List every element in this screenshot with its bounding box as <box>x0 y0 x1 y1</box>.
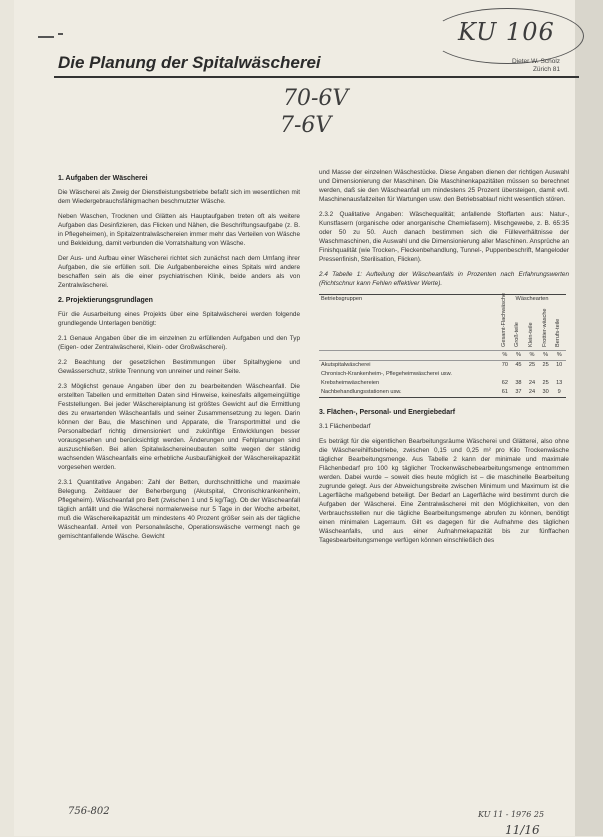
table-cell: 62 <box>501 380 508 386</box>
section-heading: 3. Flächen-, Personal- und Energiebedarf <box>319 409 456 416</box>
paragraph: Der Aus- und Aufbau einer Wäscherei richtet sich zunächst nach dem Umfang ihrer Aufgaben, die sie erfüllen soll. Die Aufgabenbereiche eines Spitals wird andere beschaffen sein als die einer psychiatrischen Klinik, beide anders als von Zentralwäscherei. <box>58 255 300 289</box>
table-col-header: Groß-teile <box>514 322 521 347</box>
table-cell: 70 <box>501 362 508 368</box>
table-col-header: Gesamt-Flachwäsche <box>500 292 507 347</box>
table-cell: 24 <box>525 388 539 398</box>
pen-mark <box>38 36 54 38</box>
table-cell: 9 <box>552 388 566 398</box>
table-cell: 13 <box>556 380 563 386</box>
paragraph: 2.3.1 Quantitative Angaben: Zahl der Betten, durchschnittliche und maximale Belegung. Zeitdauer der Beherbergung (Akutspital, Chronischkrankenheim, Pflegeheim). Wäscheanfall pro Bett (zwischen 1 und 5 kg/Tag). Ob der Wäscheanfall täglich anfällt und die Wäscherei normalerweise nur 5 Tage in der Woche arbeitet, muß die Wäschereikapazität um mindestens 40 Prozent größer sein als der tägliche Wäscheanfall. Anteil von Personalwäsche, Operationswäsche vermengt nach ge gemischtanfallende Wäsche. Gewicht <box>58 479 300 540</box>
table-unit: % <box>525 351 539 361</box>
table-cell: 38 <box>515 380 522 386</box>
handwritten-page-number: 11/16 <box>505 823 540 837</box>
paragraph: 2.2 Beachtung der gesetzlichen Bestimmungen über Spitalhygiene und Gewässerschutz, strikte Trennung von unreiner und reiner Seite. <box>58 359 300 375</box>
paragraph: 2.3 Möglichst genaue Angaben über den zu bearbeitenden Wäscheanfall. Die erstellten Tabellen und ermittelten Daten sind Hinweise, keinesfalls allgemeingültige Feststellungen. Bei jeder Wäschereiplanung ist größtes Gewicht auf die Ermittlung des zu erwartenden Wäscheanfalls und seiner Zusammensetzung zu legen. Darin können der Bau, die Maschinen und Apparate, die Transportmittel und die Personalbedarf richtig dimensioniert und zukünftige Entwicklungen besser vorausgesehen und berücksichtigt werden. Änderungen und Fehlplanungen sind auszuschließen. Bei allen Spitalwäschereineubauten sollte wegen der ständig wachsenden Wäscheanfalls eine erhebliche Ausbaufähigkeit der Wäschereikapazität vorgesehen werden. <box>58 383 300 471</box>
table-row <box>319 388 566 398</box>
table-unit: % <box>539 351 553 361</box>
paragraph: 2.1 Genaue Angaben über die im einzelnen zu erfüllenden Aufgaben und den Typ (Eigen- oder Zentralwäscherei, Klein- oder Großwäscherei). <box>58 335 300 351</box>
paragraph: Neben Waschen, Trocknen und Glätten als Hauptaufgaben treten oft als weitere Aufgaben das Desinfizieren, das Flicken und Nähen, die Beschriftungsaufgabe (z. B. in Pflegeheimen), in Spitalzentralwäschereien immer mehr das Verteilen von Wäsche und Bekleidung, damit verbunden die Vorratshaltung von Wäsche. <box>58 213 300 247</box>
table-cell: 37 <box>512 388 526 398</box>
author-block <box>512 58 560 74</box>
paragraph: und Masse der einzelnen Wäschestücke. Diese Angaben dienen der richtigen Auswahl und Dimensionierung der Maschinen. Die Maschinenkapazitäten müssen so berechnet werden, daß sie den Wäscheanfall um mindestens 25 Prozent übersteigen, damit evtl. Maschinenausfallzeiten für Wartungen usw. den Betriebsablauf nicht wesentlich stören. <box>319 169 569 203</box>
table-cell: 61 <box>498 388 512 398</box>
table-unit: % <box>498 351 512 361</box>
table-header-group: Betriebsgruppen <box>319 295 498 305</box>
table-col-header: Klein-teile <box>528 322 534 347</box>
paragraph: Es beträgt für die eigentlichen Bearbeitungsräume Wäscherei und Glätterei, also ohne die Wäschereihilfsbetriebe, zwischen 0,15 und 0,25 m² pro Kilo Trockenwäsche täglicher Bearbeitungsmenge. Aus Tabelle 2 kann der minimale und maximale Flächenbedarf pro 100 kg täglicher Trockenwäschebearbeitungsmenge entnommen werden. Dabei wurde – soweit dies heute möglich ist – die maschinelle Bearbeitung zugrunde gelegt. Aus der Abweichungsbreite zwischen Minimum und Maximum ist die Lagerfläche maßgebend beteiligt. Der Bedarf an Lagerfläche wird bestimmt durch die Aufgaben der Wäscherei. Eine Zentralwäscherei mit den Möglichkeiten, von den Verbrauchsstellen nur die tägliche Bearbeitungsmenge abrufen zu können, benötigt einen minimalen Lagerraum. Gilt es dagegen für die Aufnahme des täglichen Wäscheanfalls, und aus einer Aufnahmekapazität bis zur fünffachen Tagesbearbeitungsmenge verfügen können einschließlich des <box>319 438 569 544</box>
page-edge-shadow <box>575 0 603 836</box>
author-city: Zürich 81 <box>532 66 561 73</box>
title-rule <box>54 76 579 78</box>
paragraph: 3.1 Flächenbedarf <box>319 423 371 430</box>
handwritten-code: KU 106 <box>458 18 555 46</box>
paragraph: Die Wäscherei als Zweig der Dienstleistungsbetriebe befaßt sich im wesentlichen mit dem Wiedergebrauchsfähigmachen beschmutzter Wäsche. <box>58 189 300 205</box>
waste-distribution-table <box>319 294 566 398</box>
author-name: Dieter W. Scholz <box>512 58 561 65</box>
table-cell: 25 <box>528 362 536 368</box>
table-unit: % <box>552 351 566 361</box>
table-row-label: Krebsheimwäschereien <box>321 380 380 386</box>
table-col-header: Berufs-teile <box>555 318 562 347</box>
table-cell: 25 <box>542 380 549 386</box>
table-row-label: Chronisch-Krankenheim-, Pflegeheimwäscherei usw. <box>321 371 452 377</box>
table-row-label: Akutspitalwäscherei <box>321 362 371 368</box>
table-col-header: Frottier-wäsche <box>541 308 548 347</box>
table-header-wash: Wäschearten <box>498 295 566 305</box>
handwritten-footer: KU 11 - 1976 25 <box>478 810 545 819</box>
table-row-label: Nachbehandlungsstationen usw. <box>319 388 498 398</box>
section-heading: 2. Projektierungsgrundlagen <box>58 297 153 304</box>
right-column <box>319 168 569 551</box>
table-cell: 45 <box>515 362 522 368</box>
table-cell: 24 <box>528 380 536 386</box>
section-heading: 1. Aufgaben der Wäscherei <box>58 175 148 182</box>
paragraph: Für die Ausarbeitung eines Projekts über eine Spitalwäscherei werden folgende grundlegende Unterlagen benötigt: <box>58 311 300 327</box>
table-row <box>319 361 566 371</box>
article-title: Die Planung der Spitalwäscherei <box>58 53 321 72</box>
table-cell: 30 <box>539 388 553 398</box>
table-cell: 25 <box>542 362 549 368</box>
table-unit: % <box>512 351 526 361</box>
pen-mark <box>58 33 63 35</box>
table-cell: 10 <box>556 362 563 368</box>
paragraph: 2.3.2 Qualitative Angaben: Wäschequalität; anfallende Stoffarten aus: Natur-, Kunstfasern (organische oder anorganische Chemiefasern). Mischgewebe, z. B. 65:35 oder 50 zu 50. Auch danach bestimmen sich die Fülleverhältnisse der Waschmaschinen, die Auswahl und die Dimensionierung aller Maschinen. Ansprüche an Finishqualität (wie Trocken-, Fleckenbehandlung, Tunnel-, Puppenbeschrift, Mangeloder Pressenfinish, Sterilisation, Flicken). <box>319 211 569 263</box>
handwritten-note: 70-6V <box>283 86 349 111</box>
left-column <box>58 170 300 547</box>
handwritten-footer: 756-802 <box>68 806 110 817</box>
table-row <box>319 370 566 379</box>
table-row <box>319 379 566 388</box>
handwritten-note: 7-6V <box>280 113 332 138</box>
table-caption: 2.4 Tabelle 1: Aufteilung der Wäscheanfalls in Prozenten nach Erfahrungswerten (Richtschnur kann Fehlen effektiver Werte). <box>319 271 569 287</box>
